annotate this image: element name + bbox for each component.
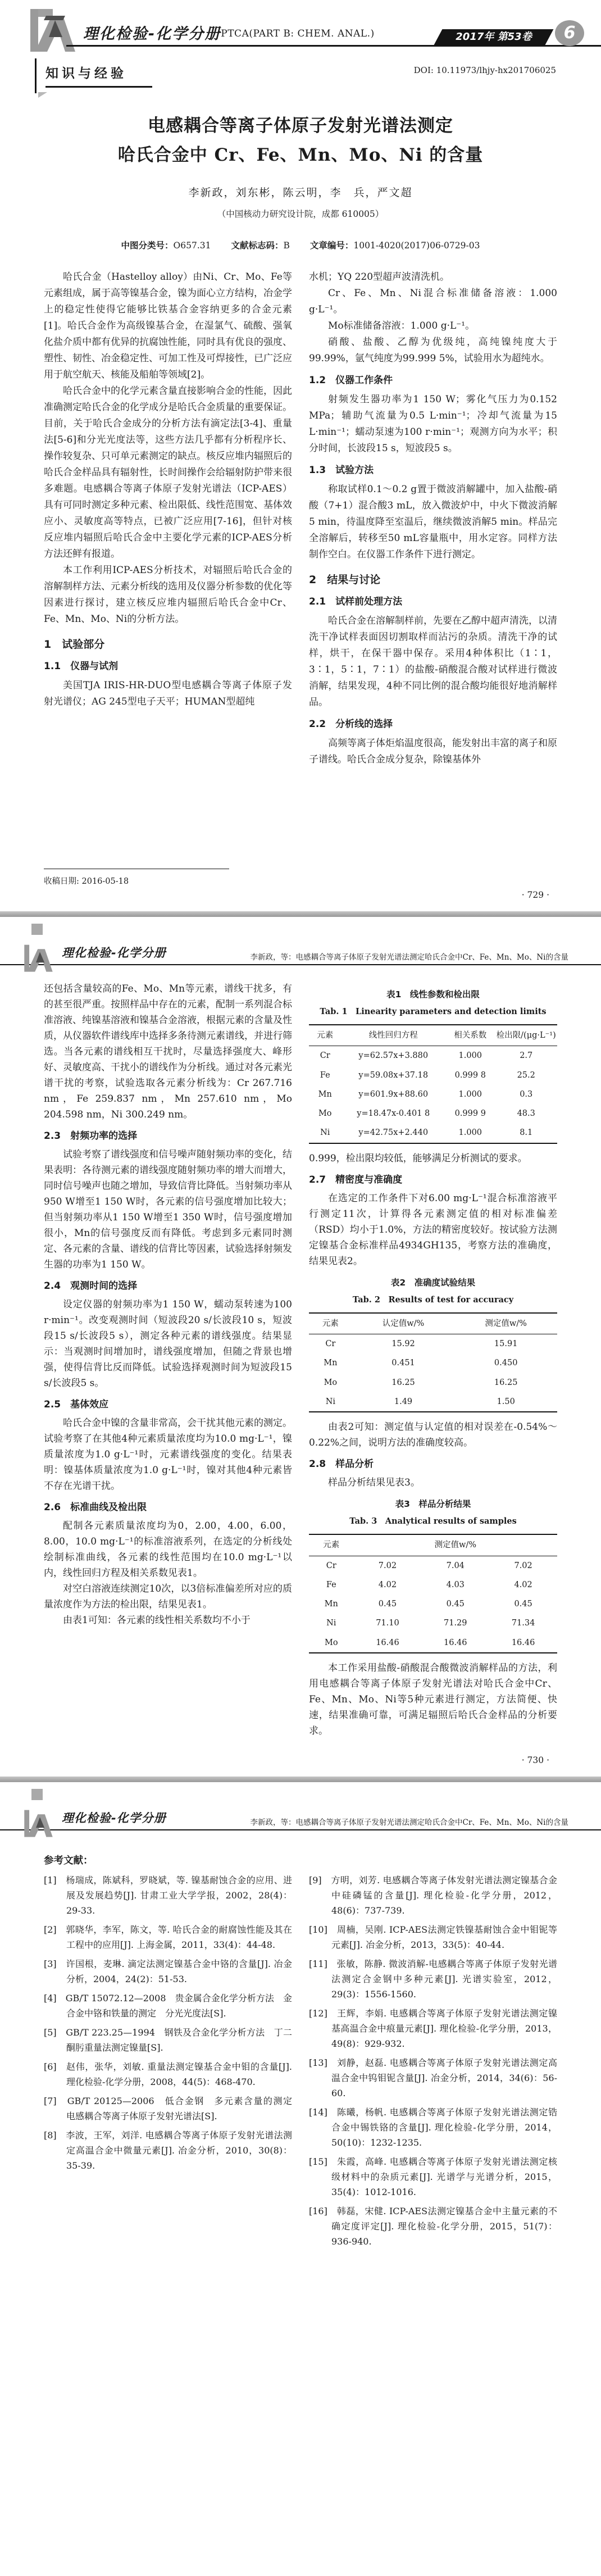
section-heading-2-2: 2.2 分析线的选择 — [309, 719, 393, 730]
table2-col-element: 元素 — [309, 1313, 352, 1334]
table-3 — [309, 1534, 557, 1653]
paragraph: 高频等离子体炬焰温度很高，能发射出丰富的离子和原子谱线。哈氏合金成分复杂，除镍基体外 — [309, 738, 557, 765]
references-right-column — [309, 1873, 557, 2253]
reference-item: [4] GB/T 15072.12—2008 贵金属合金化学分析方法 金合金中铬和铁量的测定 分光光度法[S]. — [44, 1993, 292, 2019]
table1-title-en: Tab. 1 Linearity parameters and detection limits — [320, 1007, 547, 1016]
cell: 7.04 — [446, 1561, 465, 1570]
table3-title-cn: 表3 样品分析结果 — [395, 1499, 471, 1510]
table-row — [309, 1392, 557, 1412]
paragraph: 试验考察了谱线强度和信号噪声随射频功率的变化，结果表明：各待测元素的谱线强度随射频功率的增大而增大，同时信号噪声也随之增加，导致信背比降低。当射频功率从950 W增至1 150 W时，各元素的信号强度增加比较大；但当射频功率从1 150 W增至1 350 W时，信号强度增加很小，Mn的信号强度反而有降低。考虑到多元素同时测定、各元素的含量、谱线的信背比等因素，试验选择射频发生器的功率为1 150 W。 — [44, 1149, 292, 1270]
table-row — [309, 1046, 557, 1066]
issue-number-badge: 6 — [555, 20, 584, 46]
cell: 1.000 — [458, 1128, 482, 1138]
reference-item: [8] 李波，王军，刘洋. 电感耦合等离子体原子发射光谱法测定高温合金中微量元素[J]. 冶金分析，2010，30(8)：35-39. — [44, 2130, 292, 2171]
references-left-column — [44, 1873, 302, 2253]
cell: 16.25 — [391, 1378, 415, 1387]
journal-name-cn: 理化检验-化学分册 — [62, 1811, 166, 1825]
footnote-rule — [44, 869, 229, 870]
paragraph: 还包括含量较高的Fe、Mo、Mn等元素，谱线干扰多，有的甚至很严重。按照样品中存在的元素，配制一系列混合标准溶液、纯镍基溶液和镍基合金溶液，根据元素的含量及性质，从仪器软件谱线库中选择多条待测元素谱线，并进行筛选。当各元素的谱线相互干扰时，尽量选择强度大、峰形好、灵敏度高、干扰小的谱线作为分析线。通过对各元素光谱干扰的考察，试验选取各元素分析线为：Cr 267.716 nm，Fe 259.837 nm，Mn 257.610 nm，Mo 204.598 nm，Ni 300.249 nm。 — [44, 983, 292, 1120]
cell: 7.02 — [514, 1561, 532, 1570]
page1-right-column — [309, 269, 557, 768]
page-number-729: · 729 · — [521, 890, 549, 900]
cell: Cr — [320, 1051, 330, 1061]
cell: y=42.75x+2.440 — [358, 1128, 429, 1138]
doi-text: DOI: 10.11973/lhjy-hx201706025 — [413, 65, 556, 75]
references-label: 参考文献： — [44, 1855, 93, 1866]
cell: 4.02 — [514, 1580, 532, 1589]
table3-title-en: Tab. 3 Analytical results of samples — [349, 1516, 517, 1526]
table2-col-certified: 认定值w/% — [352, 1313, 455, 1334]
page1-columns — [0, 269, 601, 768]
issue-banner — [434, 29, 554, 45]
cell: 0.45 — [514, 1600, 532, 1609]
doc-code-value: B — [283, 240, 290, 251]
cell: 71.10 — [376, 1619, 399, 1628]
section-heading-2: 2 结果与讨论 — [309, 574, 381, 586]
paragraph: 哈氏合金在溶解制样前，先要在乙醇中超声清洗，以清洗干净试样表面因切割取样而沾污的杂质。清洗干净的试样，烘干，在保干器中保存。采用4种体积比（1∶1，3∶1，5∶1，7∶1）的盐酸-硝酸混合酸对试样进行微波消解，结果发现，4种不同比例的混合酸均能很好地消解样品。 — [309, 615, 557, 708]
table1-col-correlation: 相关系数 — [445, 1025, 495, 1046]
journal-logo-icon-small — [24, 942, 56, 974]
cell: 4.02 — [378, 1580, 397, 1589]
reference-item: [13] 刘静，赵磊. 电感耦合等离子体原子发射光谱法测定高温合金中钨钼铌含量[J]. 冶金分析，2014，34(6)：56-60. — [309, 2057, 557, 2098]
paragraph: 哈氏合金中镍的含量非常高，会干扰其他元素的测定。试验考察了在其他4种元素质量浓度均为10.0 mg·L⁻¹，镍质量浓度为1.0 g·L⁻¹时，元素谱线强度的变化。结果表明：镍基体质量浓度为1.0 g·L⁻¹时，镍对其他4种元素皆不存在光谱干扰。 — [44, 1418, 292, 1492]
column-label-underline — [45, 86, 152, 88]
page-separator — [0, 911, 601, 917]
table1-col-element: 元素 — [309, 1025, 341, 1046]
cell: 8.1 — [520, 1128, 533, 1138]
column-label-fold — [38, 92, 47, 98]
running-title: 李新政，等：电感耦合等离子体原子发射光谱法测定哈氏合金中Cr、Fe、Mn、Mo、Ni的含量 — [250, 953, 568, 962]
page1-left-column — [44, 269, 292, 768]
doc-code-item — [231, 239, 290, 251]
meta-row — [0, 239, 601, 251]
cell: Mn — [324, 1359, 338, 1368]
paragraph: 样品分析结果见表3。 — [328, 1477, 420, 1489]
page-separator — [0, 1777, 601, 1782]
table1-col-dl: 检出限/(μg·L⁻¹) — [495, 1025, 557, 1046]
cell: 0.999 9 — [454, 1109, 486, 1119]
cell: 16.25 — [494, 1378, 518, 1387]
table2-col-found: 测定值w/% — [454, 1313, 557, 1334]
table-2 — [309, 1312, 557, 1412]
cell: Mn — [324, 1600, 338, 1609]
section-heading-2-8: 2.8 样品分析 — [309, 1459, 374, 1470]
clc-label: 中图分类号： — [121, 240, 174, 251]
cell: Mo — [324, 1638, 338, 1647]
cell: 4.03 — [446, 1580, 465, 1589]
article-id-value: 1001-4020(2017)06-0729-03 — [353, 240, 480, 251]
issue-banner-text: 2017年 第53卷 — [456, 31, 532, 43]
cell: Ni — [320, 1128, 330, 1138]
section-heading-2-5: 2.5 基体效应 — [44, 1399, 109, 1410]
cell: 16.46 — [376, 1638, 399, 1647]
table-header-row — [309, 1534, 557, 1556]
section-heading-2-7: 2.7 精密度与准确度 — [309, 1174, 403, 1185]
section-heading-2-6: 2.6 标准曲线及检出限 — [44, 1502, 147, 1513]
table-row — [309, 1353, 557, 1373]
reference-item: [15] 朱霞，高峰. 电感耦合等离子体原子发射光谱法测定核级材料中的杂质元素[J]. 光谱学与光谱分析，2015，35(4)：1012-1016. — [309, 2156, 557, 2197]
cell: 48.3 — [517, 1109, 535, 1119]
paragraph: 美国TJA IRIS-HR-DUO型电感耦合等离子体原子发射光谱仪；AG 245型电子天平；HUMAN型超纯 — [44, 680, 292, 707]
page-number-730: · 730 · — [521, 1755, 549, 1765]
page3-header — [0, 1782, 601, 1838]
cell: y=601.9x+88.60 — [358, 1089, 429, 1099]
cell: y=18.47x-0.401 8 — [357, 1109, 430, 1119]
section-heading-2-4: 2.4 观测时间的选择 — [44, 1280, 138, 1292]
table-row — [309, 1575, 557, 1594]
cell: 0.45 — [446, 1600, 465, 1609]
reference-item: [2] 郭晓华，李军，陈文，等. 哈氏合金的耐腐蚀性能及其在工程中的应用[J]. 上海金属，2011，33(4)：44-48. — [44, 1924, 292, 1950]
page-1 — [0, 0, 601, 911]
paragraph: 本工作采用盐酸-硝酸混合酸微波消解样品的方法，利用电感耦合等离子体原子发射光谱法对哈氏合金中Cr、Fe、Mn、Mo、Ni等5种元素进行测定，方法简便、快速，结果准确可靠，可满足辐照后哈氏合金样品的分析要求。 — [309, 1662, 557, 1737]
reference-item: [6] 赵伟，张华，刘敏. 重量法测定镍基合金中钼的含量[J]. 理化检验-化学分册，2008，44(5)：468-470. — [44, 2061, 292, 2087]
cell: y=59.08x+37.18 — [358, 1070, 429, 1080]
reference-item: [12] 王辉，李娟. 电感耦合等离子体原子发射光谱法测定镍基高温合金中痕量元素[J]. 理化检验-化学分册，2013，49(8)：929-932. — [309, 2008, 557, 2049]
cell: Mo — [318, 1109, 332, 1119]
table2-title-cn: 表2 准确度试验结果 — [390, 1277, 476, 1288]
article-title — [0, 97, 601, 170]
cell: Fe — [326, 1580, 336, 1589]
paragraph: 0.999，检出限均较低，能够满足分析测试的要求。 — [309, 1152, 527, 1164]
section-heading-1: 1 试验部分 — [44, 638, 105, 651]
table-row — [309, 1085, 557, 1104]
journal-name-en: PTCA(PART B: CHEM. ANAL.) — [221, 28, 375, 39]
cell: 1.000 — [458, 1089, 482, 1099]
table-row — [309, 1104, 557, 1123]
paragraph: 水机；YQ 220型超声波清洗机。 — [309, 271, 450, 283]
cell: Mo — [324, 1378, 338, 1387]
journal-logo-icon-small — [24, 1807, 56, 1839]
cell: Fe — [320, 1070, 330, 1080]
section-heading-1-1: 1.1 仪器与试剂 — [44, 661, 119, 672]
doc-code-label: 文献标志码： — [231, 240, 284, 251]
table-row — [309, 1334, 557, 1354]
header-rule — [66, 45, 601, 47]
page-2 — [0, 917, 601, 1777]
reference-item: [3] 许国根，麦琳. 滴定法测定镍基合金中铬的含量[J]. 冶金分析，2004，24(2)：51-53. — [44, 1959, 292, 1984]
column-label-box — [35, 58, 152, 93]
paragraph: Mo标准储备溶液：1.000 g·L⁻¹。 — [328, 320, 475, 331]
cell: 0.451 — [391, 1359, 415, 1368]
header-rule — [0, 1829, 601, 1830]
cell: 2.7 — [520, 1051, 533, 1061]
paragraph: 在选定的工作条件下对6.00 mg·L⁻¹混合标准溶液平行测定11次，计算得各元素测定值的相对标准偏差（RSD）均小于1.0%，方法的精密度较好。按试验方法测定镍基合金标准样品4934GH135，考察方法的准确度，结果见表2。 — [309, 1192, 557, 1267]
paragraph: 哈氏合金（Hastelloy alloy）由Ni、Cr、Mo、Fe等元素组成，属于高等镍基合金，镍为面心立方结构，冶金学上的稳定性使得它能够比铁基合金容纳更多的合金元素[1]。哈氏合金作为高级镍基合金，在湿氯气、硫酸、强氧化盐介质中都有优异的抗腐蚀性能，同时具有优良的强度、塑性、韧性、冶金稳定性、可加工性及可焊接性，已广泛应用于航空航天、核能及船舶等领域[2]。 — [44, 271, 292, 380]
clc-value: O657.31 — [173, 240, 211, 251]
paragraph: 配制各元素质量浓度均为0，2.00，4.00，6.00，8.00，10.0 mg·L⁻¹的标准溶液系列，在选定的分析线处绘制标准曲线，各元素的线性范围均在10.0 mg·L⁻¹以内，线性回归方程及相关系数见表1。 — [44, 1520, 292, 1579]
logo-mark-artifact — [31, 1789, 43, 1800]
header-rule — [0, 964, 601, 965]
cell: 0.45 — [378, 1600, 397, 1609]
page2-columns — [0, 981, 601, 1739]
article-id-label: 文章编号： — [309, 240, 354, 251]
reference-item: [1] 杨瑞成，陈斌科，罗晓斌，等. 镍基耐蚀合金的应用、进展及发展趋势[J]. 甘肃工业大学学报，2002，28(4)：29-33. — [44, 1875, 292, 1916]
reference-item: [14] 陈曦，杨帆. 电感耦合等离子体原子发射光谱法测定锆合金中锡铁铬的含量[J]. 理化检验-化学分册，2014，50(10)：1232-1235. — [309, 2107, 557, 2148]
table2-title-en: Tab. 2 Results of test for accuracy — [352, 1294, 514, 1305]
table-header-row — [309, 1025, 557, 1046]
running-title: 李新政，等：电感耦合等离子体原子发射光谱法测定哈氏合金中Cr、Fe、Mn、Mo、Ni的含量 — [250, 1818, 568, 1827]
table-row — [309, 1594, 557, 1614]
affiliation: （中国核动力研究设计院，成都 610005） — [217, 209, 384, 219]
page2-left-column — [44, 981, 292, 1739]
cell: 71.34 — [511, 1619, 535, 1628]
article-id-item — [310, 239, 480, 251]
cell: 0.3 — [520, 1089, 533, 1099]
column-label: 知识与经验 — [45, 66, 127, 81]
cell: 0.999 8 — [454, 1070, 486, 1080]
cell: 25.2 — [517, 1070, 535, 1080]
cell: 1.000 — [458, 1051, 482, 1061]
cell: 16.46 — [511, 1638, 535, 1647]
page2-header — [0, 917, 601, 973]
clc-item — [121, 239, 211, 251]
cell: Cr — [325, 1339, 336, 1349]
reference-item: [16] 韩磊，宋健. ICP-AES法测定镍基合金中主量元素的不确定度评定[J]. 理化检验-化学分册，2015，51(7)：936-940. — [309, 2206, 557, 2247]
table-row — [309, 1556, 557, 1575]
table3-col-found: 测定值w/% — [354, 1534, 557, 1556]
journal-name-cn: 理化检验-化学分册 — [83, 25, 221, 43]
cell: 7.02 — [378, 1561, 397, 1570]
page2-right-column — [309, 981, 557, 1739]
table-row — [309, 1373, 557, 1392]
reference-item: [7] GB/T 20125—2006 低合金钢 多元素含量的测定 电感耦合等离子体原子发射光谱法[S]. — [44, 2096, 302, 2121]
reference-item: [11] 张敏，陈静. 微波消解-电感耦合等离子体原子发射光谱法测定合金钢中多种元素[J]. 光谱实验室，2012，29(3)：1556-1560. — [309, 1959, 557, 2000]
cell: 15.92 — [391, 1339, 415, 1349]
cell: 0.450 — [494, 1359, 518, 1368]
page-3 — [0, 1782, 601, 2576]
paragraph: 哈氏合金中的化学元素含量直接影响合金的性能，因此准确测定哈氏合金的化学成分是哈氏合金质量的重要保证。目前，关于哈氏合金成分的分析方法有滴定法[3-4]、重量法[5-6]和分光光度法等，这些方法几乎都有分析程序长、操作较复杂、只可单元素测定的缺点。核反应堆内辐照后的哈氏合金样品具有辐射性，长时间操作会给辐射防护带来很多难题。电感耦合等离子体原子发射光谱法（ICP-AES）具有可同时测定多种元素、检出限低、线性范围宽、基体效应小、灵敏度高等特点，已被广泛应用[7-16]，但针对核反应堆内辐照后哈氏合金中主要化学元素的ICP-AES分析方法还鲜有报道。 — [44, 385, 292, 560]
authors: 李新政，刘东彬，陈云明，李 兵，严文超 — [188, 187, 413, 199]
logo-mark-artifact — [31, 924, 43, 935]
paragraph: 本工作利用ICP-AES分析技术，对辐照后哈氏合金的溶解制样方法、元素分析线的选用及仪器分析参数的优化等因素进行探讨，建立核反应堆内辐照后哈氏合金中Cr、Fe、Mn、Mo、Ni的分析方法。 — [44, 565, 292, 625]
received-date: 收稿日期: 2016-05-18 — [44, 877, 129, 886]
paragraph: 由表2可知：测定值与认定值的相对误差在-0.54%～0.22%之间，说明方法的准确度较高。 — [309, 1421, 557, 1449]
cell: Ni — [325, 1397, 336, 1406]
article-title-line1: 电感耦合等离子体原子发射光谱法测定 — [148, 116, 453, 136]
cell: 16.46 — [444, 1638, 467, 1647]
cell: Mn — [318, 1089, 332, 1099]
cell: Ni — [326, 1619, 336, 1628]
section-heading-2-1: 2.1 试样前处理方法 — [309, 596, 403, 607]
section-heading-2-3: 2.3 射频功率的选择 — [44, 1130, 138, 1142]
references-columns — [0, 1873, 601, 2253]
article-title-line2: 哈氏合金中 Cr、Fe、Mn、Mo、Ni 的含量 — [117, 145, 484, 165]
reference-item: [10] 周楠，吴刚. ICP-AES法测定铁镍基耐蚀合金中钼铌等元素[J]. 冶金分析，2013，33(5)：40-44. — [309, 1924, 557, 1950]
table-row — [309, 1633, 557, 1653]
section-heading-1-2: 1.2 仪器工作条件 — [309, 375, 393, 386]
table-row — [309, 1066, 557, 1085]
journal-name-cn: 理化检验-化学分册 — [62, 946, 166, 960]
table-row — [309, 1123, 557, 1143]
paragraph: 射频发生器功率为1 150 W；雾化气压力为0.152 MPa；辅助气流量为0.5 L·min⁻¹；冷却气流量为15 L·min⁻¹；蠕动泵速为100 r·min⁻¹；观测方向为水平；积分时间，长波段15 s，短波段5 s。 — [309, 394, 557, 454]
table-header-row — [309, 1313, 557, 1334]
paragraph: Cr、Fe、Mn、Ni混合标准储备溶液：1.000 g·L⁻¹。 — [309, 288, 557, 315]
received-footnote — [44, 869, 292, 887]
section-heading-1-3: 1.3 试验方法 — [309, 465, 374, 476]
table1-title-cn: 表1 线性参数和检出限 — [386, 989, 480, 999]
reference-item: [5] GB/T 223.25—1994 钢铁及合金化学分析方法 丁二酮肟重量法测定镍量[S]. — [44, 2027, 292, 2053]
cell: Cr — [326, 1561, 336, 1570]
paragraph: 称取试样0.1～0.2 g置于微波消解罐中，加入盐酸-硝酸（7+1）混合酸3 mL，放入微波炉中，中火下微波消解5 min，待温度降至室温后，继续微波消解5 min。样品完全溶解后，转移至50 mL容量瓶中，用水定容。同样方法制作空白。在仪器工作条件下进行测定。 — [309, 484, 557, 560]
paragraph: 硝酸、盐酸、乙醇为优级纯，高纯镍纯度大于99.99%，氩气纯度为99.999 5%，试验用水为超纯水。 — [309, 337, 557, 364]
cell: 15.91 — [494, 1339, 518, 1349]
paragraph: 设定仪器的射频功率为1 150 W，蠕动泵转速为100 r·min⁻¹。改变观测时间（短波段20 s/长波段10 s，短波段15 s/长波段5 s），测定各种元素的谱线强度。结果显示：当观测时间增加时，谱线强度增加，但随之背景也增强，使得信背比反而降低。试验选择观测时间为短波段15 s/长波段5 s。 — [44, 1299, 292, 1389]
cell: 1.49 — [394, 1397, 413, 1406]
paragraph: 对空白溶液连续测定10次，以3倍标准偏差所对应的质量浓度作为方法的检出限，结果见表1。 — [44, 1583, 292, 1610]
reference-item: [9] 方明，刘芳. 电感耦合等离子体发射光谱法测定镍基合金中硅磷锰的含量[J]. 理化检验-化学分册，2012，48(6)：737-739. — [309, 1875, 557, 1916]
page1-header — [0, 0, 601, 97]
table3-col-element: 元素 — [309, 1534, 354, 1556]
table1-col-regression: 线性回归方程 — [341, 1025, 445, 1046]
paragraph: 由表1可知：各元素的线性相关系数均不小于 — [63, 1615, 251, 1626]
table-1 — [309, 1024, 557, 1144]
cell: 71.29 — [444, 1619, 467, 1628]
cell: 1.50 — [497, 1397, 515, 1406]
table-row — [309, 1614, 557, 1633]
cell: y=62.57x+3.880 — [358, 1051, 429, 1061]
